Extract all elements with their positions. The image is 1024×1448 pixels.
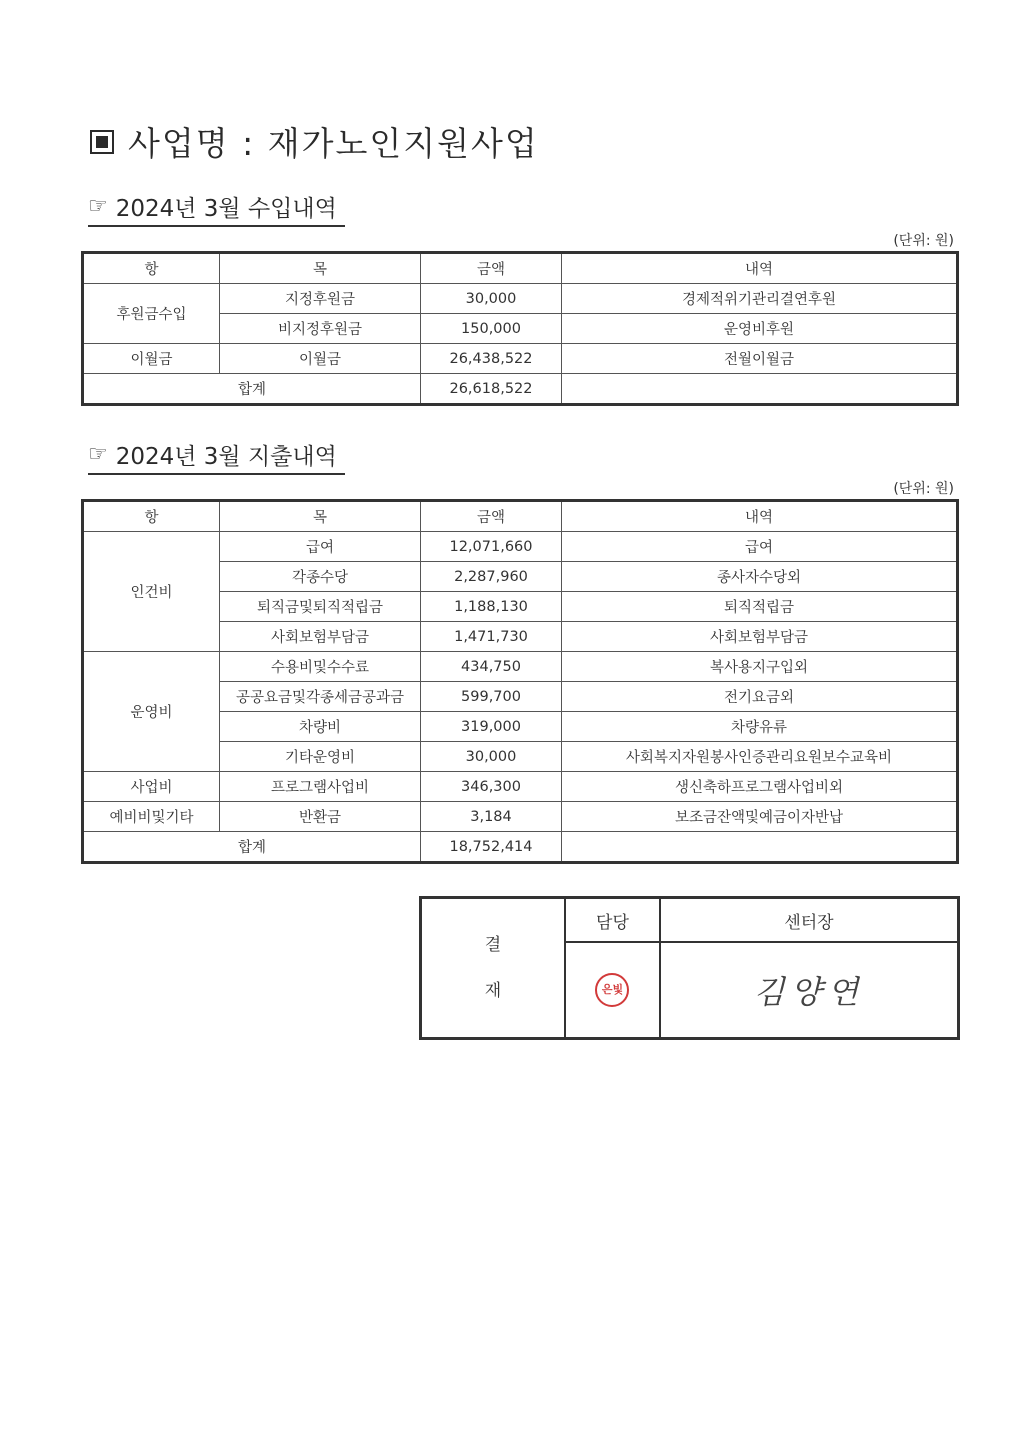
header-detail: 내역 [562,501,958,532]
expense-heading-text: 2024년 3월 지출내역 [115,444,337,470]
amount-cell: 1,471,730 [421,622,562,652]
income-heading-text: 2024년 3월 수입내역 [115,196,337,222]
mok-cell: 급여 [220,532,421,562]
mok-cell: 차량비 [220,712,421,742]
expense-heading [88,438,345,475]
mok-cell: 기타운영비 [220,742,421,772]
signature: 김양연 [753,973,865,1011]
approval-label-top: 결 [484,935,502,955]
approval-label [421,898,566,1039]
hang-cell: 후원금수입 [83,284,220,344]
approval-label-bottom: 재 [484,981,502,1001]
table-row [83,284,958,314]
mok-cell: 퇴직금및퇴직적립금 [220,592,421,622]
mok-cell: 프로그램사업비 [220,772,421,802]
header-amount: 금액 [421,253,562,284]
detail-cell: 사회보험부담금 [562,622,958,652]
seal-stamp-icon: 은빛 [595,973,629,1007]
approval-col-director: 센터장 [660,898,959,943]
income-heading [88,190,345,227]
header-hang: 항 [83,501,220,532]
mok-cell: 수용비및수수료 [220,652,421,682]
mok-cell: 반환금 [220,802,421,832]
detail-cell: 경제적위기관리결연후원 [562,284,958,314]
amount-cell: 2,287,960 [421,562,562,592]
director-signature-cell [660,942,959,1039]
amount-cell: 3,184 [421,802,562,832]
square-bullet-icon [90,130,114,154]
header-amount: 금액 [421,501,562,532]
amount-cell: 30,000 [421,284,562,314]
staff-stamp-cell [565,942,660,1039]
amount-cell: 346,300 [421,772,562,802]
amount-cell: 1,188,130 [421,592,562,622]
detail-cell: 복사용지구입외 [562,652,958,682]
header-mok: 목 [220,253,421,284]
total-amount: 26,618,522 [421,374,562,405]
income-table [81,251,959,406]
table-row [83,532,958,562]
hang-cell: 이월금 [83,344,220,374]
hang-cell: 예비비및기타 [83,802,220,832]
expense-table [81,499,959,864]
table-row [83,802,958,832]
header-mok: 목 [220,501,421,532]
mok-cell: 비지정후원금 [220,314,421,344]
total-label: 합계 [83,832,421,863]
total-row [83,832,958,863]
table-header-row [83,253,958,284]
amount-cell: 30,000 [421,742,562,772]
detail-cell: 생신축하프로그램사업비외 [562,772,958,802]
table-row [83,344,958,374]
total-amount: 18,752,414 [421,832,562,863]
amount-cell: 434,750 [421,652,562,682]
approval-box [419,896,960,1040]
amount-cell: 319,000 [421,712,562,742]
expense-unit: (단위: 원) [893,481,954,497]
total-detail-empty [562,832,958,863]
table-header-row [83,501,958,532]
detail-cell: 보조금잔액및예금이자반납 [562,802,958,832]
detail-cell: 퇴직적립금 [562,592,958,622]
pointing-hand-icon: ☞ [88,194,108,219]
detail-cell: 전월이월금 [562,344,958,374]
mok-cell: 사회보험부담금 [220,622,421,652]
total-detail-empty [562,374,958,405]
amount-cell: 12,071,660 [421,532,562,562]
detail-cell: 운영비후원 [562,314,958,344]
amount-cell: 599,700 [421,682,562,712]
detail-cell: 전기요금외 [562,682,958,712]
hang-cell: 운영비 [83,652,220,772]
income-unit: (단위: 원) [893,233,954,249]
mok-cell: 이월금 [220,344,421,374]
title-text: 사업명 : 재가노인지원사업 [128,124,539,163]
amount-cell: 26,438,522 [421,344,562,374]
table-row [83,772,958,802]
detail-cell: 사회복지자원봉사인증관리요원보수교육비 [562,742,958,772]
header-detail: 내역 [562,253,958,284]
detail-cell: 차량유류 [562,712,958,742]
mok-cell: 각종수당 [220,562,421,592]
mok-cell: 지정후원금 [220,284,421,314]
detail-cell: 급여 [562,532,958,562]
total-row [83,374,958,405]
header-hang: 항 [83,253,220,284]
detail-cell: 종사자수당외 [562,562,958,592]
hang-cell: 인건비 [83,532,220,652]
total-label: 합계 [83,374,421,405]
mok-cell: 공공요금및각종세금공과금 [220,682,421,712]
table-row [83,652,958,682]
page-title [90,118,539,165]
pointing-hand-icon: ☞ [88,442,108,467]
approval-col-staff: 담당 [565,898,660,943]
hang-cell: 사업비 [83,772,220,802]
amount-cell: 150,000 [421,314,562,344]
